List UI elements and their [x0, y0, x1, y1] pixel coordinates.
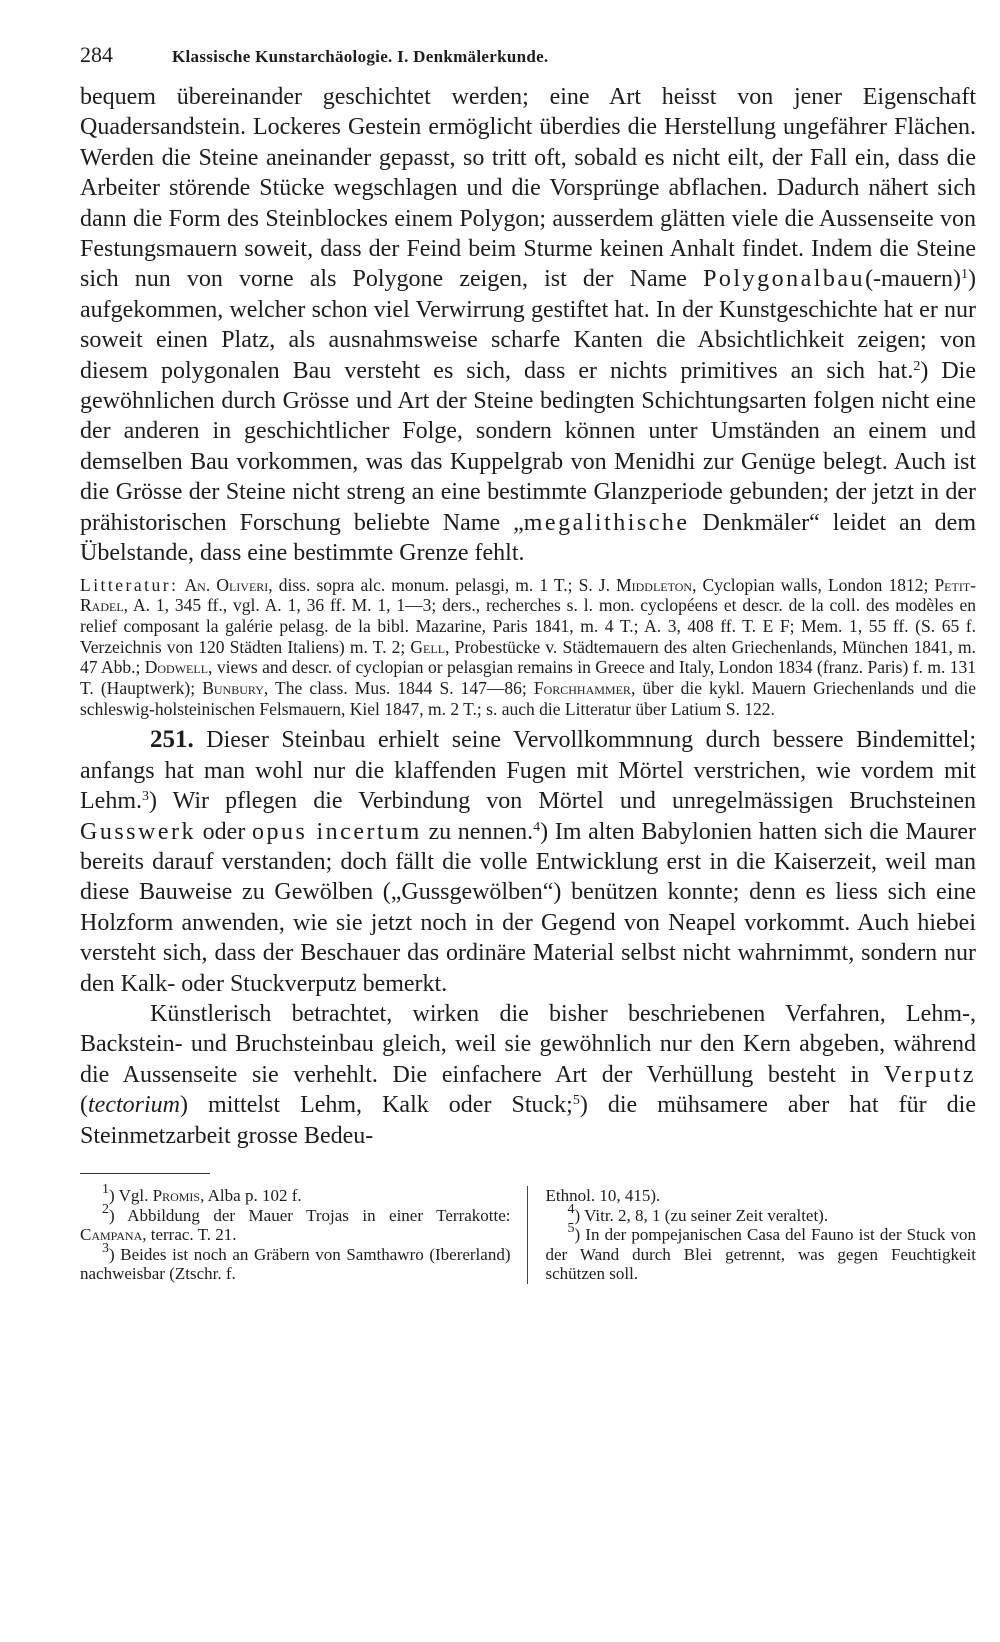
author-name: Petit-Radel: [80, 574, 976, 616]
author-name: Gell: [410, 636, 446, 657]
footnote-4: $^4$) Vitr. 2, 8, 1 (zu seiner Zeit veraltet).: [567, 1201, 829, 1225]
footnote-3: $^3$) Beides ist noch an Gräbern von Samthawro (Ibererland) nachweisbar (Ztschr. f.: [80, 1240, 511, 1284]
author-name: Promis: [152, 1186, 201, 1206]
term-opus-incertum: opus incertum: [251, 818, 422, 845]
author-name: Forchhammer: [533, 678, 631, 699]
term-tectorium: tectorium: [88, 1092, 180, 1119]
term-polygonalbau: Polygonalbau: [703, 266, 866, 293]
page-number: 284: [80, 42, 113, 67]
footnote-5: $^5$) In der pompejanischen Casa del Fauno ist der Stuck von der Wand durch Blei getrennt, was gegen Feuchtigkeit schützen soll.: [545, 1221, 976, 1284]
author-name: Bunbury: [202, 678, 264, 699]
term-megalithische: megalithische: [523, 509, 690, 536]
author-name: Campana: [80, 1225, 143, 1245]
author-name: An. Oliveri: [184, 574, 269, 595]
paragraph-verputz: Künstlerisch betrachtet, wirken die bisher beschriebenen Verfahren, Lehm-, Backstein- und Bruchsteinbau gleich, weil sie gewöhnlich nur den Kern abgeben, während die Aussenseite sie verhehlt. Die einfachere Art der Verhüllung besteht in Verputz (tectorium) mittelst Lehm, Kalk oder Stuck;$^5$) die mühsamere aber hat für die Steinmetzarbeit grosse Bedeu-: [80, 1001, 977, 1149]
main-text-continued: [80, 725, 976, 1151]
footnotes-left-column: [80, 1182, 528, 1284]
author-name: Dodwell: [144, 657, 209, 678]
footnote-ref-3[interactable]: 3: [141, 789, 149, 805]
footnote-ref-2[interactable]: 2: [913, 358, 921, 374]
literature-label: Litteratur:: [80, 574, 179, 595]
author-name: Middleton: [616, 574, 693, 595]
literature-block: Litteratur: An. Oliveri, diss. sopra alc. monum. pelasgi, m. 1 T.; S. J. Middleton, Cyclopian walls, London 1812; Petit-Radel, A. 1, 345 ff., vgl. A. 1, 36 ff. M. 1, 1—3; ders., recherches s. l. mon. cyclopéens et descr. de la coll. des modèles en relief composant la galérie pelasg. de la bibl. Mazarine, Paris 1841, m. 4 T.; A. 3, 408 ff. T. E F; Mem. 1, 55 ff. (S. 65 f. Verzeichnis von 120 Städten Italiens) m. T. 2; Gell, Probestücke v. Städtemauern des alten Griechenlands, München 1841, m. 47 Abb.; Dodwell, views and descr. of cyclopian or pelasgian remains in Greece and Italy, London 1834 (franz. Paris) f. m. 131 T. (Hauptwerk); Bunbury, The class. Mus. 1844 S. 147—86; Forchhammer, über die kykl. Mauern Griechenlands und die schleswig-holsteinischen Felsmauern, Kiel 1847, m. 2 T.; s. auch die Litteratur über Latium S. 122.: [80, 574, 976, 719]
paragraph-251: 251. Dieser Steinbau erhielt seine Vervollkommnung durch bessere Bindemittel; anfangs hat man wohl nur die klaffenden Fugen mit Mörtel verstrichen, wie vordem mit Lehm.$^3$) Wir pflegen die Verbindung von Mörtel und unregelmässigen Bruchsteinen Gusswerk oder opus incertum zu nennen.$^4$) Im alten Babylonien hatten sich die Maurer bereits darauf verstanden; doch fällt die volle Entwicklung erst in die Kaiserzeit, weil man diese Bauweise zu Gewölben („Gussgewölben“) benützen konnte; denn es liess sich eine Holzform anwenden, wie sie jetzt noch in der Gegend von Neapel vorkommt. Auch hiebei versteht sich, dass der Beschauer das ordinäre Material selbst nicht wahrnimmt, sondern nur den Kalk- oder Stuckverputz bemerkt.: [80, 726, 976, 997]
footnote-divider: [80, 1173, 210, 1174]
footnote-3-continued: Ethnol. 10, 415).: [545, 1186, 661, 1206]
footnote-ref-5[interactable]: 5: [572, 1093, 580, 1109]
footnote-ref-1[interactable]: 1: [961, 267, 969, 283]
footnote-ref-4[interactable]: 4: [533, 819, 541, 835]
footnotes: [80, 1182, 976, 1284]
term-gusswerk: Gusswerk: [80, 818, 196, 845]
running-title: Klassische Kunstarchäologie. I. Denkmälerkunde.: [172, 47, 549, 66]
term-verputz: Verputz: [883, 1061, 976, 1088]
footnote-1: $^1$) Vgl. Promis, Alba p. 102 f.: [102, 1182, 302, 1206]
paragraph-polygonalbau: bequem übereinander geschichtet werden; eine Art heisst von jener Eigenschaft Quadersandstein. Lockeres Gestein ermöglicht überdies die Herstellung ungefährer Flächen. Werden die Steine aneinander gepasst, so tritt oft, sobald es nicht eilt, der Fall ein, dass die Arbeiter störende Stücke wegschlagen und die Vorsprünge abflachen. Dadurch nähert sich dann die Form des Steinblockes einem Polygon; ausserdem glätten viele die Aussenseite von Festungsmauern soweit, dass der Feind beim Sturme keinen Anhalt findet. Indem die Steine sich nun von vorne als Polygone zeigen, ist der Name Polygonalbau(-mauern)$^1$) aufgekommen, welcher schon viel Verwirrung gestiftet hat. In der Kunstgeschichte hat er nur soweit einen Platz, als ausnahmsweise scharfe Kanten die Absichtlichkeit zeigen; von diesem polygonalen Bau versteht es sich, dass er nichts primitives an sich hat.$^2$) Die gewöhnlichen durch Grösse und Art der Steine bedingten Schichtungsarten folgen nicht eine der anderen in geschichtlicher Folge, sondern können unter Umständen an einem und demselben Bau vorkommen, was das Kuppelgrab von Menidhi zur Genüge belegt. Auch ist die Grösse der Steine nicht streng an eine bestimmte Glanzperiode gebunden; der jetzt in der prähistorischen Forschung beliebte Name „megalithische Denkmäler“ leidet an dem Übelstande, dass eine bestimmte Grenze fehlt.: [80, 84, 977, 567]
main-text: [80, 82, 976, 569]
page-header: [80, 42, 976, 82]
section-number: 251.: [150, 726, 194, 754]
footnotes-right-column: [528, 1186, 977, 1284]
footnote-2: $^2$) Abbildung der Mauer Trojas in einer Terrakotte: Campana, terrac. T. 21.: [80, 1201, 511, 1245]
